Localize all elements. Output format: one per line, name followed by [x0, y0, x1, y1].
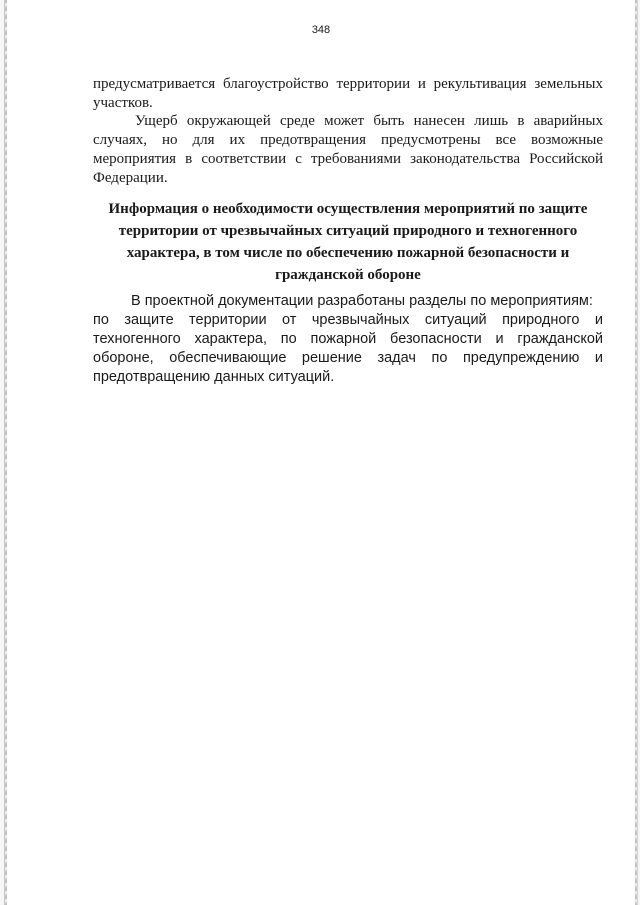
document-page [4, 0, 638, 905]
scan-edge-left [5, 0, 7, 905]
paragraph-land-reclamation: предусматривается благоустройство территории и рекультивация земельных участков. [93, 76, 603, 111]
section-heading: Информация о необходимости осуществления мероприятий по защите территории от чрезвычайных ситуаций природного и техногенного характера, в том числе по обеспечению пожарной безопасности и гражданской обороне [108, 201, 588, 283]
paragraph-environmental-damage: Ущерб окружающей среде может быть нанесен лишь в аварийных случаях, но для их предотвращения предусмотрены все возможные мероприятия в соответствии с требованиями законодательства Российской Федерации. [93, 113, 603, 186]
scan-edge-right [635, 0, 637, 905]
section-body-text: по защите территории от чрезвычайных ситуаций природного и техногенного характера, по пожарной безопасности и гражданской обороне, обеспечивающие решение задач по предупреждению и предотвращению данных ситуаций. [93, 312, 603, 385]
page-number: 348 [311, 24, 331, 36]
section-lead-text: В проектной документации разработаны разделы по мероприятиям: [131, 293, 593, 309]
